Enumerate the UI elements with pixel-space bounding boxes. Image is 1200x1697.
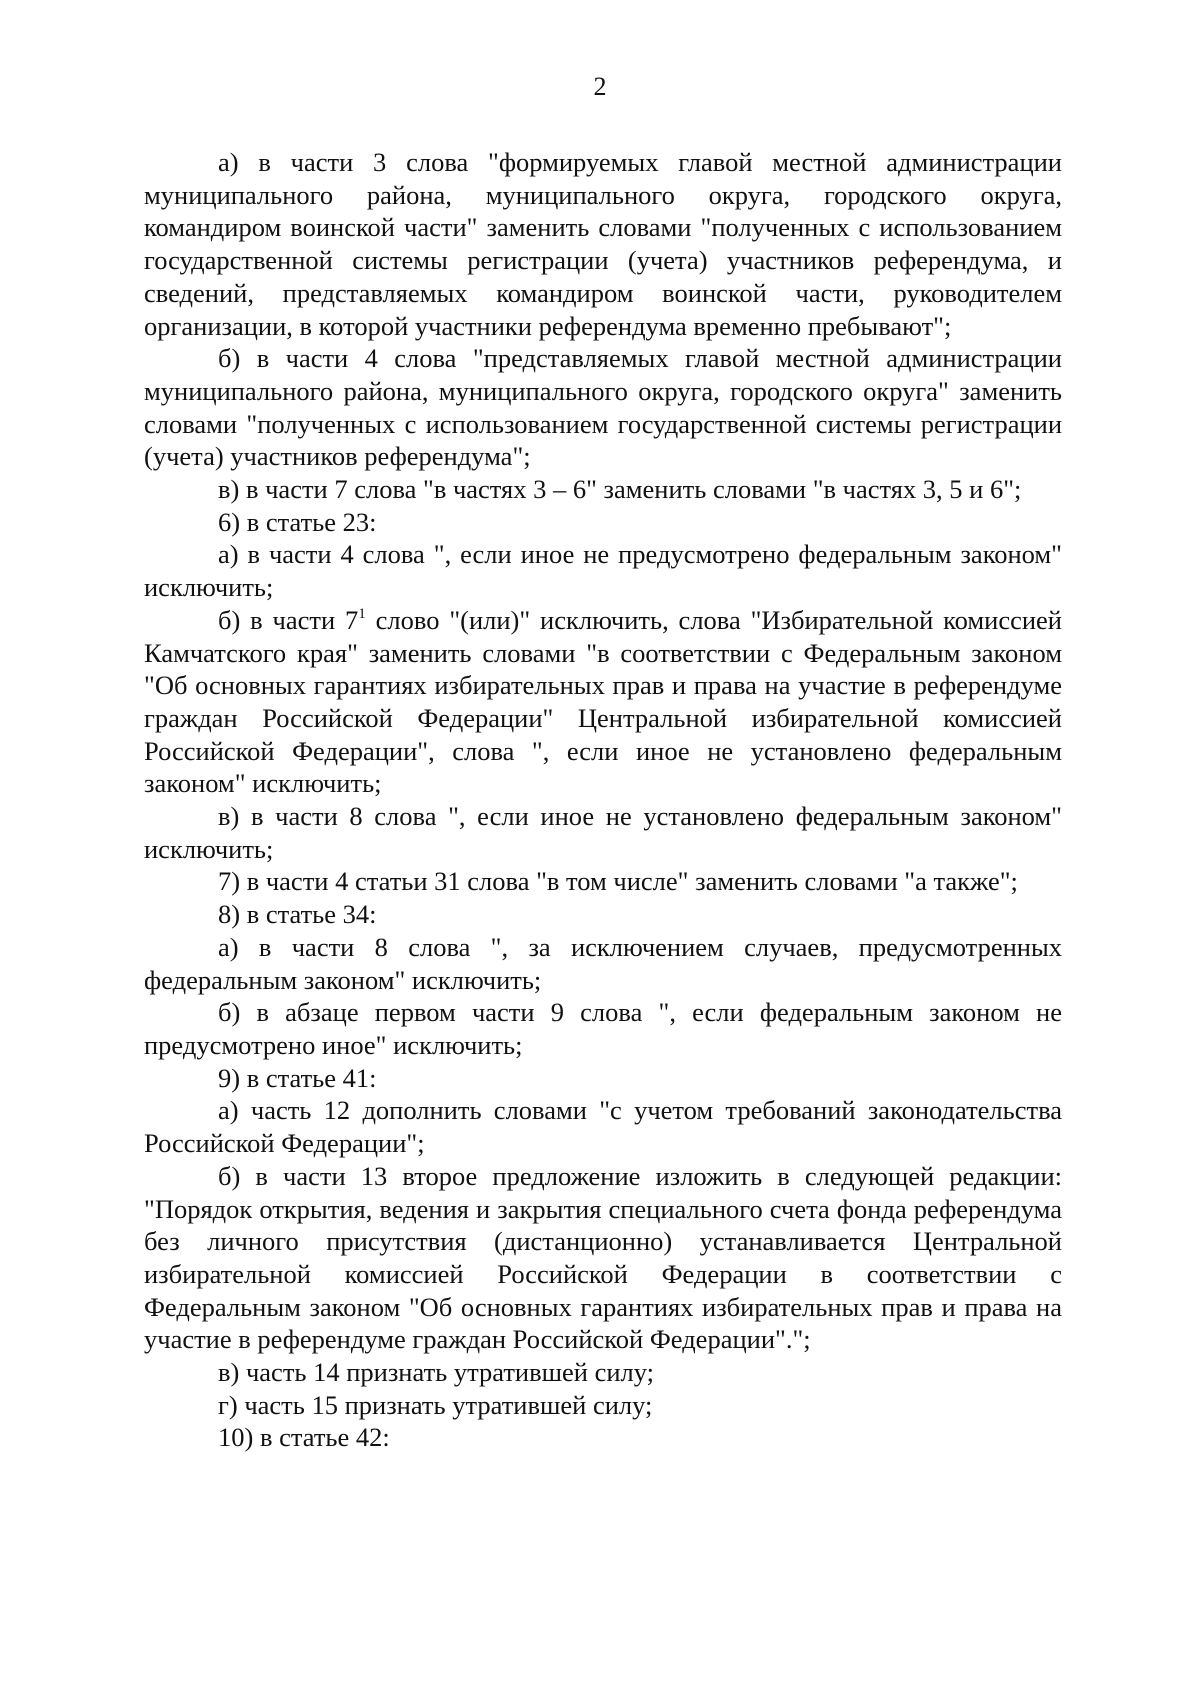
superscript-one: 1 — [358, 605, 366, 622]
document-body — [144, 146, 1062, 1454]
paragraph-3a: а) в части 3 слова "формируемых главой местной администрации муниципального района, муниципального округа, городского округа, командиром воинской части" заменить словами "полученных с использованием государственной системы регистрации (учета) участников референдума, и сведений, представляемых командиром воинской части, руководителем организации, в которой участники референдума временно пребывают"; — [144, 147, 1062, 341]
paragraph-4b: б) в части 4 слова "представляемых главой местной администрации муниципального района, муниципального округа, городского округа" заменить словами "полученных с использованием государственной системы регистрации (учета) участников референдума"; — [144, 343, 1062, 472]
paragraph-23b-start: б) в части 7 — [218, 604, 359, 635]
paragraph-23b — [144, 604, 1062, 800]
paragraph-item-10: 10) в статье 42: — [218, 1422, 390, 1453]
paragraph-23a: а) в части 4 слова ", если иное не предусмотрено федеральным законом" исключить; — [144, 539, 1062, 603]
paragraph-41g: г) часть 15 признать утратившей силу; — [218, 1389, 653, 1420]
paragraph-41b: б) в части 13 второе предложение изложить в следующей редакции: "Порядок открытия, ведения и закрытия специального счета фонда референдума без личного присутствия (дистанционно) устанавливается Центральной избирательной комиссией Российской Федерации в соответствии с Федеральным законом "Об основных гарантиях избирательных прав и права на участие в референдуме граждан Российской Федерации"."; — [144, 1160, 1062, 1355]
paragraph-23b-rest: слово "(или)" исключить, слова "Избирательной комиссией Камчатского края" заменить словами "в соответствии с Федеральным законом "Об основных гарантиях избирательных прав и права на участие в референдуме граждан Российской Федерации" Центральной избирательной комиссией Российской Федерации", слова ", если иное не установлено федеральным законом" исключить; — [144, 604, 1062, 799]
paragraph-34a: а) в части 8 слова ", за исключением случаев, предусмотренных федеральным законом" исключить; — [144, 931, 1062, 995]
paragraph-34b: б) в абзаце первом части 9 слова ", если федеральным законом не предусмотрено иное" исключить; — [144, 997, 1062, 1060]
paragraph-23v: в) в части 8 слова ", если иное не установлено федеральным законом" исключить; — [144, 801, 1062, 864]
paragraph-item-8: 8) в статье 34: — [218, 899, 377, 930]
paragraph-item-9: 9) в статье 41: — [218, 1062, 377, 1093]
paragraph-7v: в) в части 7 слова "в частях 3 – 6" заменить словами "в частях 3, 5 и 6"; — [218, 474, 1022, 505]
page-number: 2 — [593, 72, 607, 101]
paragraph-item-6: 6) в статье 23: — [218, 506, 377, 537]
paragraph-41v: в) часть 14 признать утратившей силу; — [218, 1357, 655, 1388]
paragraph-41a: а) часть 12 дополнить словами "с учетом требований законодательства Российской Федерации"; — [144, 1095, 1062, 1159]
paragraph-item-7: 7) в части 4 статьи 31 слова "в том числе" заменить словами "а также"; — [218, 866, 1018, 897]
